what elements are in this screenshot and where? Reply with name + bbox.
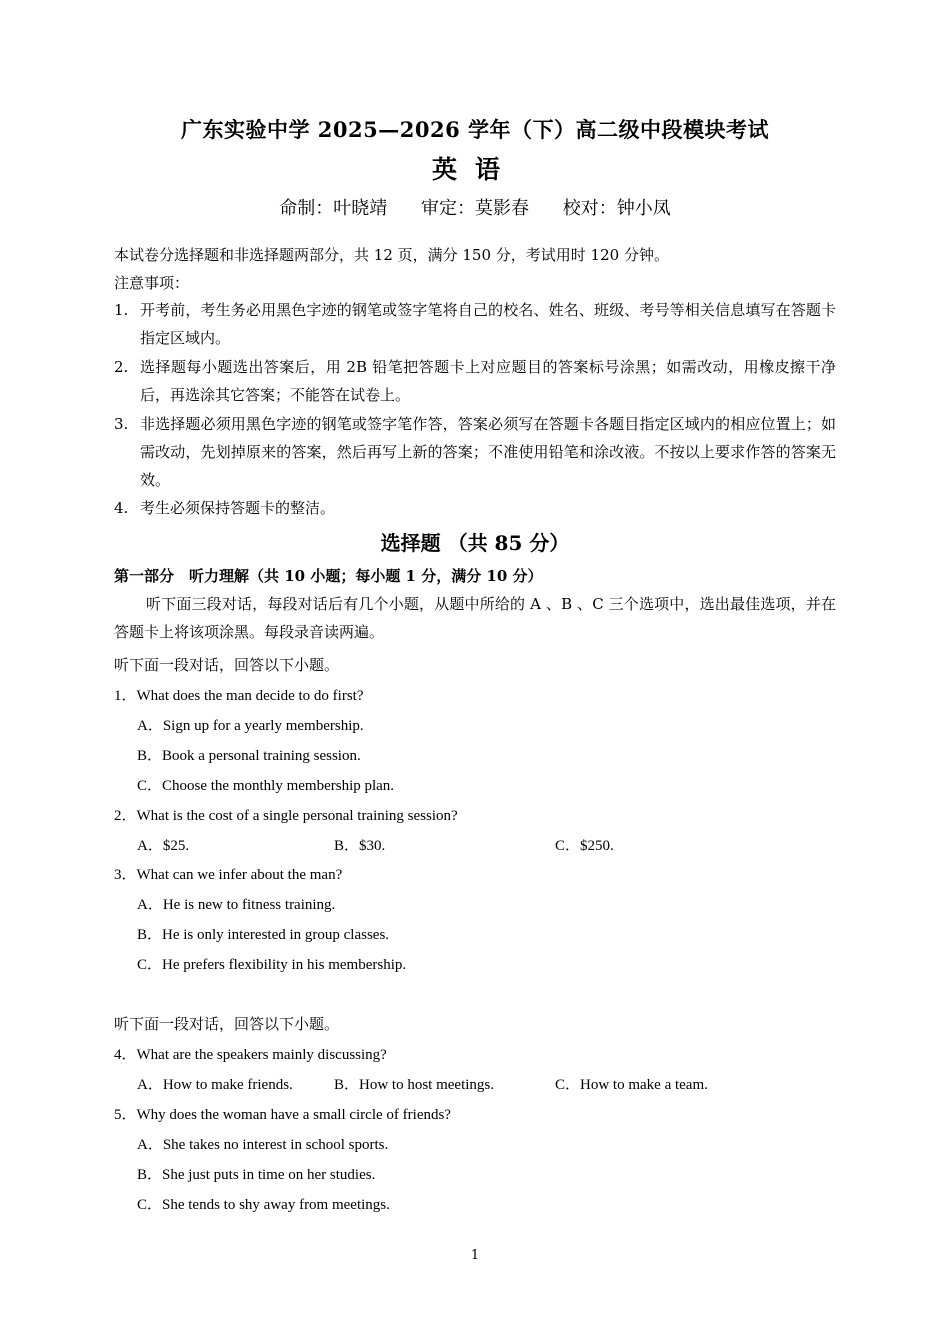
question-option: B．He is only interested in group classes. bbox=[137, 927, 390, 943]
notice-text: 选择题每小题选出答案后，用 2B 铅笔把答题卡上对应题目的答案标号涂黑；如需改动，用橡皮擦干净后，再选涂其它答案；不能答在试卷上。 bbox=[140, 358, 836, 404]
notice-item bbox=[114, 353, 836, 409]
question-option: A．She takes no interest in school sports. bbox=[137, 1137, 389, 1153]
notice-text: 开考前，考生务必用黑色字迹的钢笔或签字笔将自己的校名、姓名、班级、考号等相关信息填写在答题卡指定区域内。 bbox=[140, 301, 836, 347]
exam-title: 广东实验中学 2025—2026 学年（下）高二级中段模块考试 bbox=[180, 117, 769, 142]
notice-number: 4. bbox=[114, 499, 129, 517]
notice-item bbox=[114, 410, 836, 494]
credit-author: 命制：叶晓靖 bbox=[279, 198, 388, 219]
notice-item bbox=[114, 296, 836, 352]
conversation-prompt: 听下面一段对话，回答以下小题。 bbox=[114, 656, 340, 674]
subject-title: 英语 bbox=[431, 155, 518, 184]
question-option: C．He prefers flexibility in his membership. bbox=[137, 957, 407, 973]
question-option: C．She tends to shy away from meetings. bbox=[137, 1197, 390, 1213]
question-option: B．She just puts in time on her studies. bbox=[137, 1167, 376, 1183]
question-option: B．Book a personal training session. bbox=[137, 748, 361, 764]
conversation-prompt: 听下面一段对话，回答以下小题。 bbox=[114, 1015, 340, 1033]
question-option: A．Sign up for a yearly membership. bbox=[137, 718, 364, 734]
question-option: A．He is new to fitness training. bbox=[137, 897, 336, 913]
credit-proofreader: 校对：钟小凤 bbox=[562, 198, 671, 219]
credits-line bbox=[0, 194, 950, 220]
notice-number: 2. bbox=[114, 358, 129, 376]
question-option: B．$30. bbox=[334, 838, 386, 854]
exam-intro: 本试卷分选择题和非选择题两部分，共 12 页，满分 150 分，考试用时 120 分钟。 bbox=[114, 246, 669, 264]
part-heading: 第一部分 听力理解（共 10 小题；每小题 1 分，满分 10 分） bbox=[114, 567, 543, 585]
question-stem: 3．What can we infer about the man? bbox=[114, 867, 343, 883]
notice-title: 注意事项： bbox=[114, 274, 190, 292]
notice-number: 3. bbox=[114, 415, 129, 433]
notice-number: 1. bbox=[114, 301, 129, 319]
listening-directions: 听下面三段对话，每段对话后有几个小题，从题中所给的 A 、B 、C 三个选项中，选出最佳选项，并在答题卡上将该项涂黑。每段录音读两遍。 bbox=[114, 595, 836, 641]
question-option: B．How to host meetings. bbox=[334, 1077, 494, 1093]
question-option: C．How to make a team. bbox=[555, 1077, 708, 1093]
question-stem: 2．What is the cost of a single personal training session? bbox=[114, 808, 458, 824]
question-stem: 4．What are the speakers mainly discussing? bbox=[114, 1047, 387, 1063]
section-heading: 选择题 （共 85 分） bbox=[380, 531, 570, 555]
credit-reviewer: 审定：莫影春 bbox=[421, 198, 529, 219]
notice-text: 考生必须保持答题卡的整洁。 bbox=[140, 499, 336, 517]
page-number: 1 bbox=[470, 1248, 480, 1263]
notice-text: 非选择题必须用黑色字迹的钢笔或签字笔作答，答案必须写在答题卡各题目指定区域内的相应位置上；如需改动，先划掉原来的答案，然后再写上新的答案；不准使用铅笔和涂改液。不按以上要求作答的答案无效。 bbox=[140, 415, 836, 489]
question-option: C．$250. bbox=[555, 838, 614, 854]
question-option: A．How to make friends. bbox=[137, 1077, 293, 1093]
notice-item bbox=[114, 494, 836, 522]
question-stem: 1．What does the man decide to do first? bbox=[114, 688, 364, 704]
question-stem: 5．Why does the woman have a small circle of friends? bbox=[114, 1107, 451, 1123]
question-option: C．Choose the monthly membership plan. bbox=[137, 778, 395, 794]
question-option: A．$25. bbox=[137, 838, 190, 854]
